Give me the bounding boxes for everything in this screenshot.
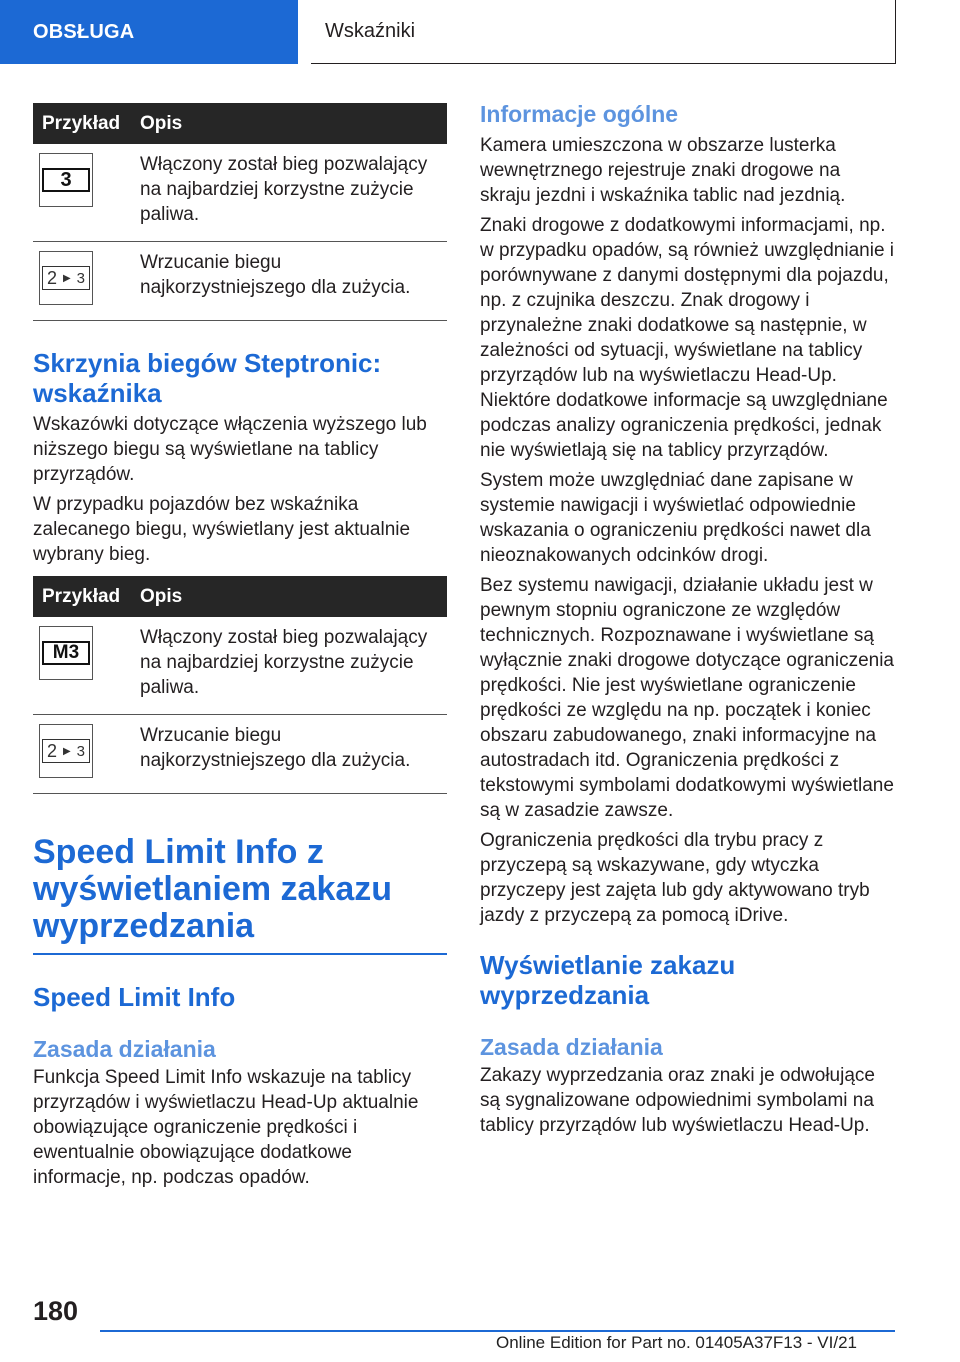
arrow-right-icon: ▶ bbox=[62, 272, 71, 284]
no-passing-heading: Wyświetlanie zakazu wyprzedzania bbox=[480, 950, 736, 1010]
no-passing-principle-heading: Zasada działania bbox=[480, 1034, 663, 1060]
gear-glyph: 3 bbox=[60, 168, 72, 191]
row-description: Włączony został bieg pozwalający na najbardziej korzystne zużycie paliwa. bbox=[140, 144, 447, 242]
arrow-right-icon: ▶ bbox=[62, 745, 71, 757]
col-header-description: Opis bbox=[140, 576, 447, 617]
steptronic-heading: Skrzynia biegów Steptronic: wskaźnika bbox=[33, 348, 382, 408]
general-paragraph-2: Znaki drogowe z dodatkowymi informacjami, np. w przypadku opadów, są również uwzględnianie i porównywane z danymi dostępnymi dla pojazdu, np. z czujnika deszczu. Znak drogowy i przynależne znaki dodatkowe są następnie, w zależności od sytuacji, wyświetlane na tablicy przyrządów lub na wyświetlaczu Head-Up. Niektóre dodatkowe informacje są uwzględniane podczas analizy ograniczenia prędkości, jednak nie wyświetlają się na tablicy przyrządów. bbox=[480, 215, 895, 461]
section-label: Wskaźniki bbox=[325, 20, 416, 42]
page-number: 180 bbox=[33, 1296, 79, 1326]
shift-display bbox=[42, 266, 90, 290]
table-row bbox=[33, 715, 447, 794]
row-description: Wrzucanie biegu najkorzystniejszego dla zużycia. bbox=[140, 242, 447, 321]
shift-from: 2 bbox=[47, 267, 58, 288]
title-divider bbox=[33, 953, 447, 955]
general-info-heading: Informacje ogólne bbox=[480, 101, 679, 127]
table-header-row bbox=[33, 576, 447, 617]
shift-up-icon bbox=[39, 251, 93, 305]
general-paragraph-5: Ograniczenia prędkości dla trybu pracy z przyczepą są wskazywane, gdy wtyczka przyczepy jest zajęta lub gdy aktywowano tryb jazdy z przyczepą za pomocą iDrive. bbox=[480, 830, 870, 926]
speed-limit-paragraph: Funkcja Speed Limit Info wskazuje na tablicy przyrządów i wyświetlaczu Head-Up aktualnie obowiązujące ograniczenie prędkości i ewentualnie obowiązujące dodatkowe informacje, np. podczas opadów. bbox=[33, 1066, 419, 1188]
section-header bbox=[311, 0, 896, 64]
gear-3-icon bbox=[39, 153, 93, 207]
gear-display bbox=[42, 168, 90, 192]
chapter-label: OBSŁUGA bbox=[33, 20, 135, 43]
steptronic-paragraph-1: Wskazówki dotyczące włączenia wyższego lub niższego biegu są wyświetlane na tablicy przyrządów. bbox=[33, 414, 427, 485]
footer-divider bbox=[100, 1330, 895, 1332]
col-header-example: Przykład bbox=[33, 103, 140, 144]
shift-to: 3 bbox=[76, 742, 85, 760]
table-row bbox=[33, 144, 447, 242]
principle-heading: Zasada działania bbox=[33, 1035, 216, 1062]
table-row bbox=[33, 617, 447, 715]
table-row bbox=[33, 242, 447, 321]
shift-up-icon bbox=[39, 724, 93, 778]
row-description: Włączony został bieg pozwalający na najbardziej korzystne zużycie paliwa. bbox=[140, 617, 447, 715]
gear-m3-icon bbox=[39, 626, 93, 680]
shift-from: 2 bbox=[47, 740, 58, 761]
example-table-2 bbox=[33, 576, 447, 794]
col-header-description: Opis bbox=[140, 103, 447, 144]
right-column bbox=[480, 100, 895, 1138]
left-column bbox=[33, 103, 447, 1190]
example-table-1 bbox=[33, 103, 447, 321]
speed-limit-title: Speed Limit Info z wyświetlaniem zakazu wyprzedzania bbox=[33, 833, 393, 945]
footer-edition: Online Edition for Part no. 01405A37F13 - VI/21 bbox=[496, 1333, 858, 1352]
col-header-example: Przykład bbox=[33, 576, 140, 617]
shift-to: 3 bbox=[76, 269, 85, 287]
row-description: Wrzucanie biegu najkorzystniejszego dla zużycia. bbox=[140, 715, 447, 794]
speed-limit-subheading: Speed Limit Info bbox=[33, 981, 236, 1012]
general-paragraph-1: Kamera umieszczona w obszarze lusterka wewnętrznego rejestruje znaki drogowe na skraju jezdni i wskaźnika tablic nad jezdnią. bbox=[480, 135, 846, 206]
gear-glyph: M3 bbox=[52, 642, 80, 663]
shift-display bbox=[42, 739, 90, 763]
steptronic-paragraph-2: W przypadku pojazdów bez wskaźnika zalecanego biegu, wyświetlany jest aktualnie wybrany bieg. bbox=[33, 494, 411, 565]
table-header-row bbox=[33, 103, 447, 144]
general-paragraph-4: Bez systemu nawigacji, działanie układu jest w pewnym stopniu ograniczone ze względów technicznych. Rozpoznawane i wyświetlane są wyłącznie znaki drogowe dotyczące ograniczenia prędkości. Nie jest wyświetlane ograniczenie prędkości ze względu na np. początek i koniec obszaru zabudowanego, znaki informacyjne na autostradach itd. Ograniczenia prędkości z tekstowymi symbolami dodatkowymi wyświetlane są w zasadzie zawsze. bbox=[480, 575, 895, 821]
no-passing-paragraph: Zakazy wyprzedzania oraz znaki je odwołujące są sygnalizowane odpowiednimi symbolami na tablicy przyrządów lub wyświetlaczu Head-Up. bbox=[480, 1065, 875, 1136]
general-paragraph-3: System może uwzględniać dane zapisane w systemie nawigacji i wyświetlać odpowiednie wskazania o ograniczeniu prędkości nawet dla nieoznakowanych odcinków drogi. bbox=[480, 470, 871, 566]
gear-display bbox=[42, 641, 90, 665]
chapter-tab[interactable] bbox=[0, 0, 298, 64]
